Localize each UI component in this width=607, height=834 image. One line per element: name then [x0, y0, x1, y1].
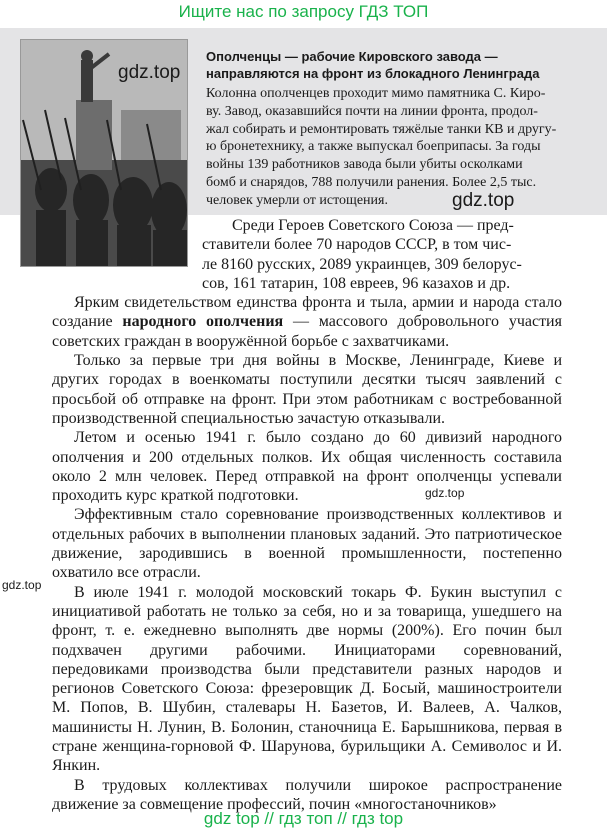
caption-title-line: направляются на фронт из блокадного Ленинграда	[206, 66, 540, 81]
watermark: gdz.top	[425, 486, 465, 500]
paragraph-first-days: Только за первые три дня войны в Москве, Ленинграде, Киеве и других городах в военкоматы поступили десятки тысяч заявлений с просьбой об отправке на фронт. При этом работникам с востребованной производственной специальностью зачастую отказывали.	[52, 352, 562, 427]
caption-line: ву. Завод, оказавшийся почти на линии фронта, продол-	[206, 103, 538, 119]
paragraph-militia-end: — массового добровольного участия советских граждан в вооружённой борьбе с захватчиками.	[52, 313, 562, 350]
paragraph-militia-start: Ярким свидетельством единства фронта и тыла, армии и народа стало создание	[52, 294, 562, 331]
caption-line: Колонна ополченцев проходит мимо памятника С. Киро-	[206, 86, 546, 101]
paragraph-divisions: Летом и осенью 1941 г. было создано до 60 дивизий народного ополчения и 200 отдельных полков. Их общая численность составила около 2 млн человек. Перед отправкой на фронт ополченцы успевали проходить курс краткой подготовки.	[52, 429, 562, 505]
caption-line: ю бронетехнику, а также выпускал боеприпасы. За годы	[206, 139, 541, 155]
paragraph-competition: Эффективным стало соревнование производственных коллективов и отдельных рабочих в выполнении плановых заданий. Это патриотическое движение, зародившись в военной промышленности, постепенно охватило все отрасли.	[52, 506, 562, 582]
caption-line: жал собирать и ремонтировать тяжёлые танки КВ и другу-	[206, 121, 557, 137]
body-text	[52, 216, 562, 814]
heroes-line: Среди Героев Советского Союза — пред-	[232, 217, 514, 234]
paragraph-militia	[52, 293, 562, 351]
heroes-line: сов, 161 татарин, 108 евреев, 96 казахов и др.	[202, 274, 511, 292]
watermark: gdz.top	[118, 62, 181, 83]
caption-text	[206, 85, 596, 210]
footer-links[interactable]: gdz top // гдз топ // гдз top	[203, 809, 404, 828]
watermark: gdz.top	[2, 578, 42, 592]
caption-line: войны 139 работников завода были убиты осколками	[206, 157, 523, 173]
caption-title-line: Ополченцы — рабочие Кировского завода —	[206, 49, 498, 64]
paragraph-collectives: В трудовых коллективах получили широкое распространение движение за совмещение профессий, почин «многостаночников»	[52, 776, 562, 813]
heroes-line: ставители более 70 народов СССР, в том чис-	[202, 236, 512, 254]
caption-line: бомб и снарядов, 788 получили ранения. Более 2,5 тыс.	[206, 174, 537, 190]
search-hint-banner[interactable]: Ищите нас по запросу ГДЗ ТОП	[178, 2, 429, 21]
caption-title	[206, 48, 596, 82]
caption-line: человек умерли от истощения.	[206, 192, 388, 208]
term-peoples-militia: народного ополчения	[122, 313, 284, 331]
watermark: gdz.top	[452, 190, 515, 211]
heroes-line: ле 8160 русских, 2089 украинцев, 309 белорус-	[202, 255, 522, 273]
paragraph-bukin: В июле 1941 г. молодой московский токарь Ф. Букин выступил с инициативой работать не только за себя, но и за товарища, ушедшего на фронт, т. е. ежедневно выполнять две нормы (200%). Его почин был подхвачен другими рабочими. Инициаторами соревнований, передовиками производства были представители разных народов и регионов Советского Союза: фрезеровщик Д. Босый, машиностроители М. Попов, В. Шубин, сталевары Н. Базетов, И. Валеев, А. Чалков, машинисты Н. Лунин, В. Болонин, станочница Е. Барышникова, первая в стране женщина-горновой Ф. Шарунова, бурильщики А. Семиволос и И. Янкин.	[52, 583, 562, 775]
